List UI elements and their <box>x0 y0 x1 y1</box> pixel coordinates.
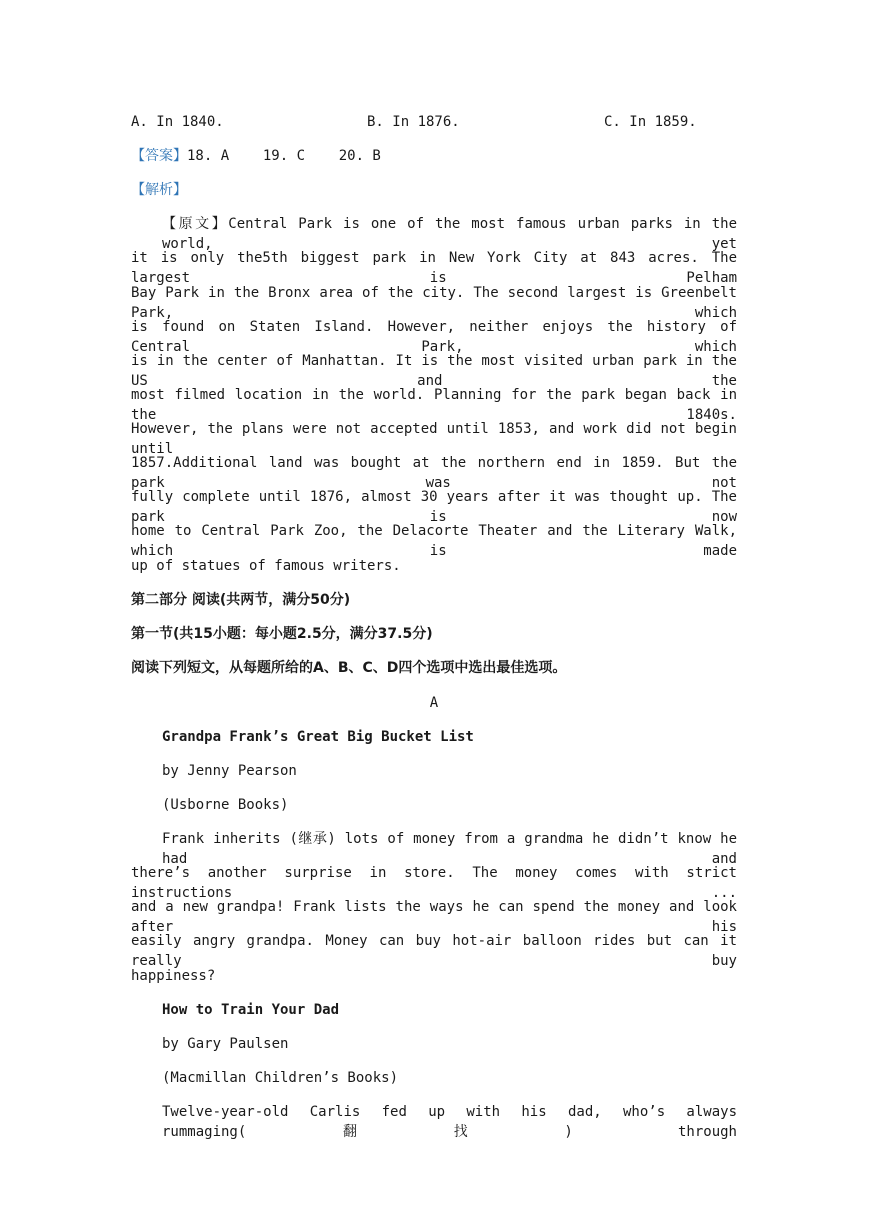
option-a: A. In 1840. <box>131 114 224 130</box>
original-line-3: Bay Park in the Bronx area of the city. The second largest is Greenbelt Park, which <box>131 285 737 321</box>
book1-author: by Jenny Pearson <box>162 763 297 779</box>
book2-title: How to Train Your Dad <box>162 1002 340 1018</box>
book1-line-2: there’s another surprise in store. The money comes with strict instructions ... <box>131 865 737 901</box>
original-line-5: is in the center of Manhattan. It is the most visited urban park in the US and the <box>131 353 737 389</box>
answer-line <box>131 146 737 166</box>
original-line-9: fully complete until 1876, almost 30 years after it was thought up. The park is now <box>131 489 737 525</box>
original-line-11: up of statues of famous writers. <box>131 558 401 574</box>
section-subtitle: 第一节(共15小题：每小题2.5分，满分37.5分) <box>131 626 433 642</box>
book2-publisher: (Macmillan Children’s Books) <box>162 1070 399 1086</box>
part-title: 第二部分 阅读(共两节，满分50分) <box>131 592 351 608</box>
original-line-4: is found on Staten Island. However, neither enjoys the history of Central Park, which <box>131 319 737 355</box>
original-line-6: most filmed location in the world. Planning for the park began back in the 1840s. <box>131 387 737 423</box>
original-line-7: However, the plans were not accepted until 1853, and work did not begin until <box>131 421 737 457</box>
book1-line-4: easily angry grandpa. Money can buy hot-air balloon rides but can it really buy <box>131 933 737 969</box>
original-line-10: home to Central Park Zoo, the Delacorte Theater and the Literary Walk, which is made <box>131 523 737 559</box>
book1-line-3: and a new grandpa! Frank lists the ways he can spend the money and look after his <box>131 899 737 935</box>
book2-line-1: Twelve-year-old Carlis fed up with his dad, who’s always rummaging(翻找) through <box>162 1104 737 1140</box>
book1-line-5: happiness? <box>131 968 216 984</box>
section-instruction: 阅读下列短文，从每题所给的A、B、C、D四个选项中选出最佳选项。 <box>131 660 567 676</box>
original-label: 【原文】 <box>162 216 229 232</box>
answer-text: 18. A 19. C 20. B <box>187 148 381 164</box>
option-b: B. In 1876. <box>367 114 460 130</box>
book2-author: by Gary Paulsen <box>162 1036 289 1052</box>
book1-title: Grandpa Frank’s Great Big Bucket List <box>162 729 474 745</box>
analysis-label: 【解析】 <box>131 182 187 198</box>
analysis-line <box>131 180 737 200</box>
book1-line-1: Frank inherits (继承) lots of money from a grandma he didn’t know he had and <box>162 831 737 867</box>
original-line-8: 1857.Additional land was bought at the northern end in 1859. But the park was not <box>131 455 737 491</box>
original-line-2: it is only the5th biggest park in New York City at 843 acres. The largest is Pelham <box>131 250 737 286</box>
passage-letter: A <box>429 695 439 711</box>
original-line-1: 【原文】Central Park is one of the most famous urban parks in the world, yet <box>162 216 738 252</box>
answer-label: 【答案】 <box>131 148 187 164</box>
option-c: C. In 1859. <box>604 114 697 130</box>
book1-publisher: (Usborne Books) <box>162 797 289 813</box>
